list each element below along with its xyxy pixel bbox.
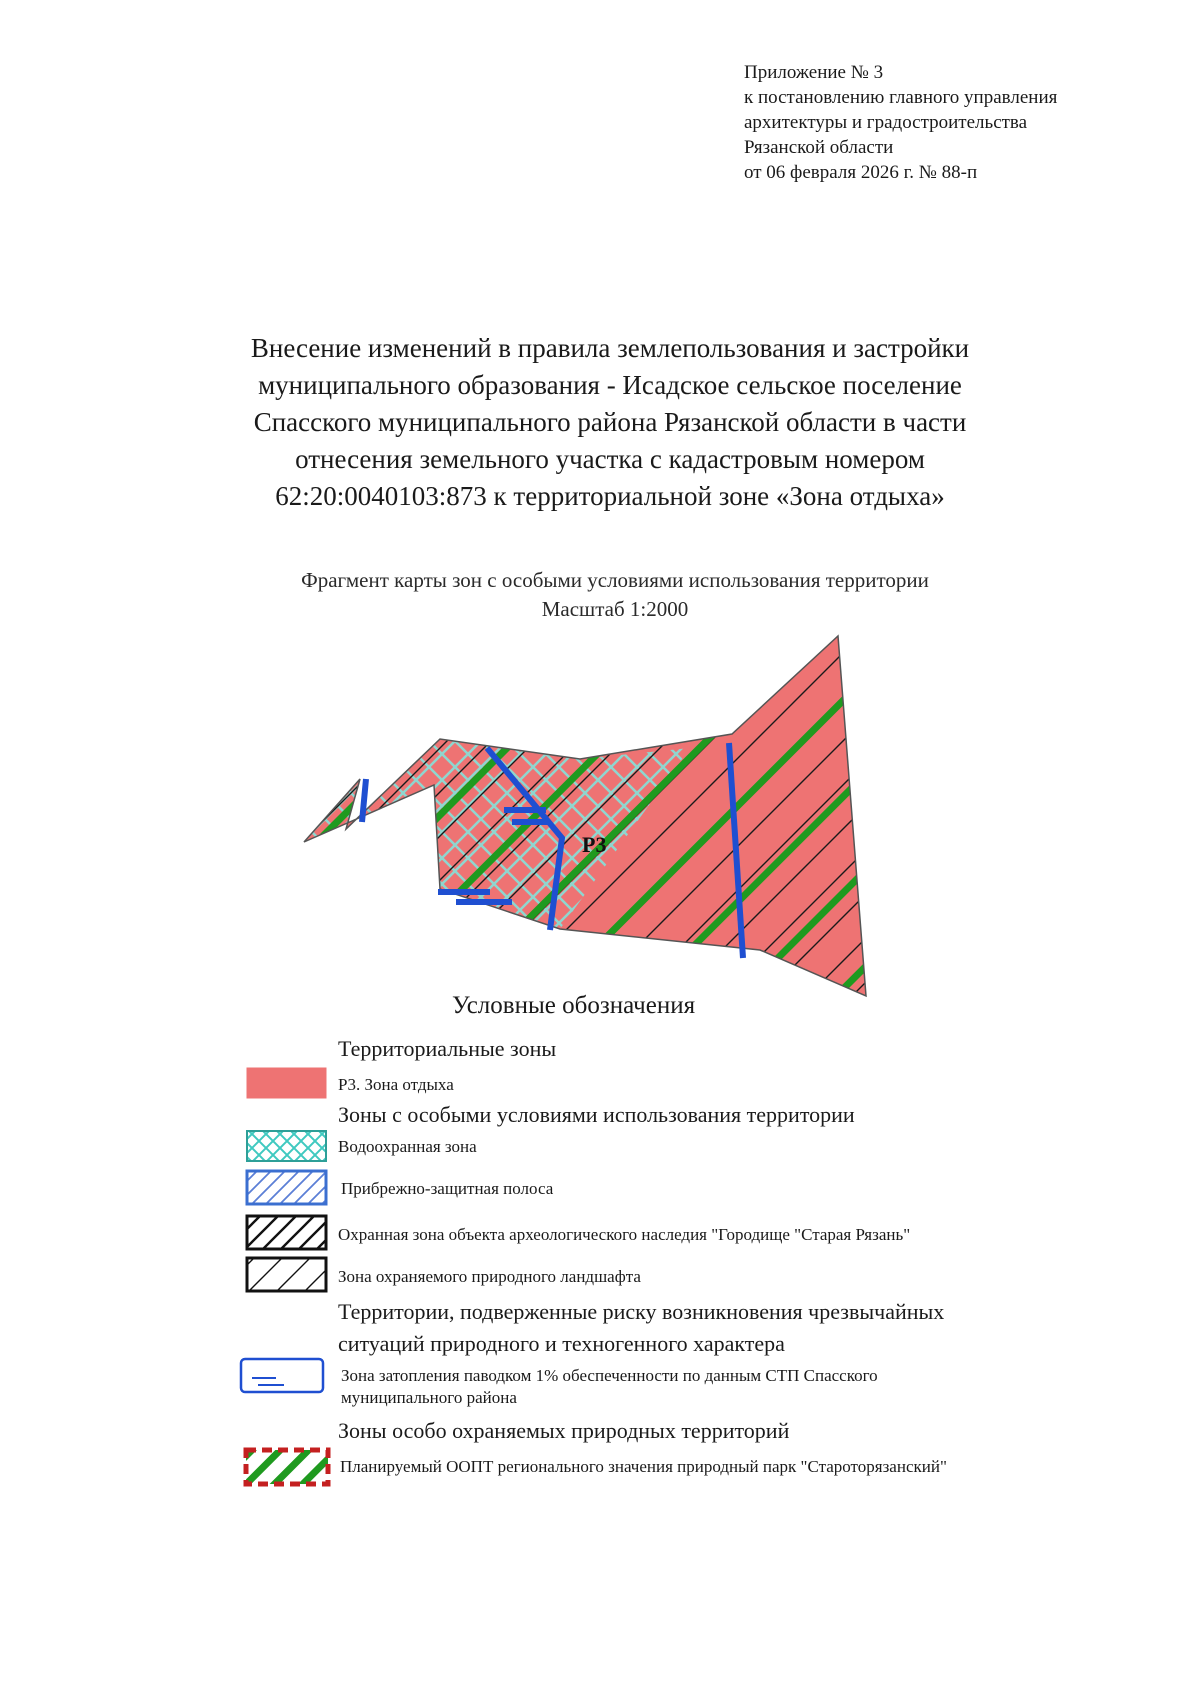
title-line: Внесение изменений в правила землепользования и застройки [250, 333, 970, 363]
legend-label-landscape: Зона охраняемого природного ландшафта [338, 1267, 641, 1286]
map-scale: Масштаб 1:2000 [541, 597, 689, 621]
header-line: к постановлению главного управления [744, 87, 1058, 108]
legend-label-flood-zone [341, 1365, 878, 1409]
legend-swatch-coastal-strip [247, 1171, 326, 1204]
planned-park-stripes [290, 620, 890, 1020]
header-line: Рязанской области [744, 137, 894, 158]
legend-swatch-planned-park [246, 1450, 328, 1484]
header-line: Приложение № 3 [744, 62, 884, 83]
legend-group-risk-line: ситуаций природного и техногенного характера [338, 1331, 785, 1356]
legend-label-coastal-strip: Прибрежно-защитная полоса [341, 1179, 554, 1198]
title-line: отнесения земельного участка с кадастровым номером [295, 444, 925, 474]
title-line: муниципального образования - Исадское сельское поселение [258, 370, 962, 400]
legend-group-special: Зоны с особыми условиями использования территории [338, 1102, 855, 1127]
legend-group-risk [338, 1296, 944, 1360]
title-line: Спасского муниципального района Рязанской области в части [253, 407, 967, 437]
legend-label-flood-line: муниципального района [341, 1388, 517, 1407]
legend-swatch-r3 [247, 1068, 326, 1098]
legend-swatch-archaeology [247, 1216, 326, 1249]
legend-label-r3: Р3. Зона отдыха [338, 1075, 454, 1094]
legend-label-water-protection: Водоохранная зона [338, 1137, 477, 1156]
legend-label-archaeology: Охранная зона объекта археологического наследия "Городище "Старая Рязань" [338, 1225, 911, 1244]
legend-title: Условные обозначения [452, 992, 696, 1019]
zone-r3-label: Р3 [582, 832, 607, 857]
legend-group-risk-line: Территории, подверженные риску возникновения чрезвычайных [338, 1299, 945, 1324]
title-line: 62:20:0040103:873 к территориальной зоне «Зона отдыха» [275, 481, 945, 511]
legend-swatch-flood-zone [241, 1359, 323, 1392]
legend-swatch-landscape [247, 1258, 326, 1291]
legend-swatch-water-protection [247, 1131, 326, 1161]
legend-label-planned-park: Планируемый ООПТ регионального значения природный парк "Староторязанский" [340, 1457, 947, 1476]
legend-group-territorial: Территориальные зоны [338, 1036, 557, 1061]
legend-group-protected: Зоны особо охраняемых природных территорий [338, 1418, 790, 1443]
header-line: от 06 февраля 2026 г. № 88-п [744, 162, 978, 183]
legend-label-flood-line: Зона затопления паводком 1% обеспеченности по данным СТП Спасского [341, 1366, 878, 1385]
header-line: архитектуры и градостроительства [744, 112, 1028, 133]
map-caption-text: Фрагмент карты зон с особыми условиями использования территории [301, 568, 929, 592]
